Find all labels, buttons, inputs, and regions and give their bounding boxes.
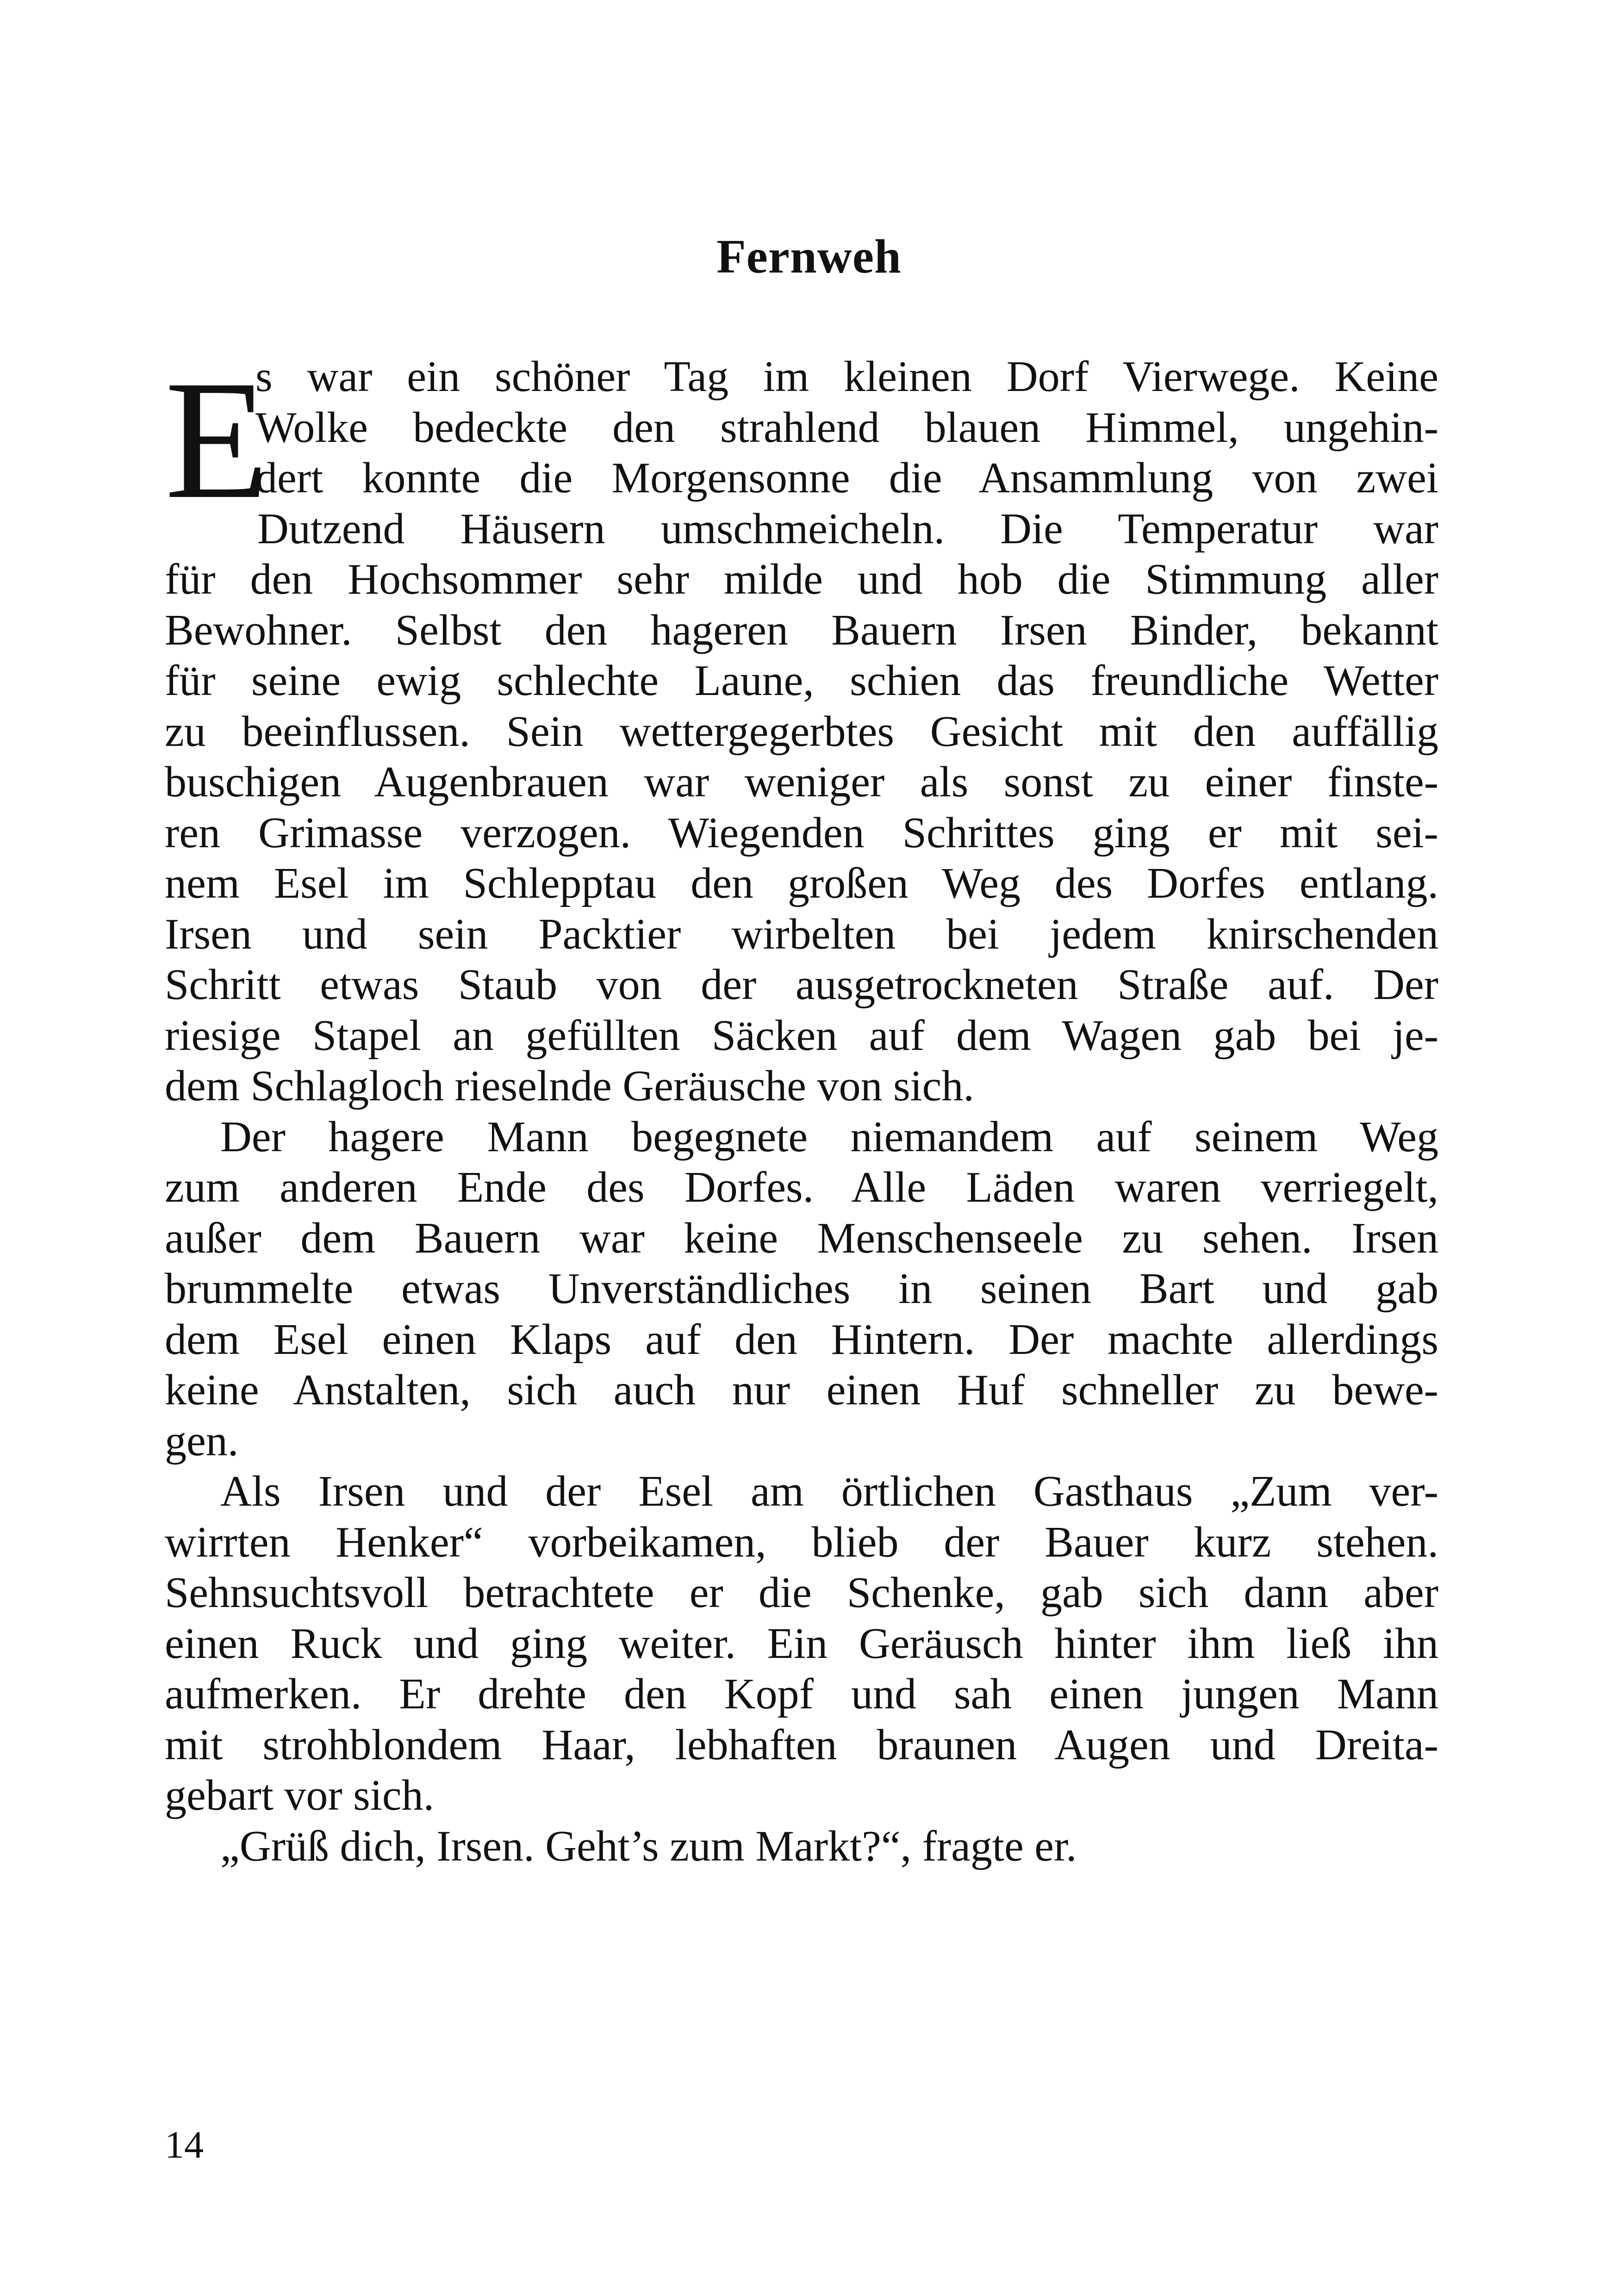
text-line: Als Irsen und der Esel am örtlichen Gasthaus „Zum ver-: [220, 1467, 1438, 1515]
text-line: für den Hochsommer sehr milde und hob die Stimmung aller: [165, 555, 1438, 603]
text-line: Schritt etwas Staub von der ausgetrockneten Straße auf. Der: [165, 961, 1438, 1009]
text-line: aufmerken. Er drehte den Kopf und sah einen jungen Mann: [165, 1670, 1438, 1718]
paragraph: [165, 345, 1438, 1112]
text-line: dem Esel einen Klaps auf den Hintern. Der machte allerdings: [165, 1315, 1438, 1364]
drop-cap-initial: E: [165, 345, 269, 534]
text-line: gen.: [165, 1416, 239, 1465]
text-line: außer dem Bauern war keine Menschenseele zu sehen. Irsen: [165, 1214, 1438, 1262]
text-line: Dutzend Häusern umschmeicheln. Die Temperatur war: [257, 504, 1438, 553]
paragraph: [165, 1112, 1438, 1467]
text-line: riesige Stapel an gefüllten Säcken auf dem Wagen gab bei je-: [165, 1011, 1438, 1060]
text-line: Sehnsuchtsvoll betrachtete er die Schenke, gab sich dann aber: [165, 1569, 1438, 1617]
text-line: Der hagere Mann begegnete niemandem auf seinem Weg: [220, 1112, 1438, 1161]
body-text: [165, 345, 1438, 1872]
text-line: wirrten Henker“ vorbeikamen, blieb der Bauer kurz stehen.: [165, 1518, 1438, 1566]
text-line: keine Anstalten, sich auch nur einen Huf schneller zu bewe-: [165, 1366, 1438, 1414]
paragraph: [165, 1821, 1438, 1872]
text-line: zu beeinflussen. Sein wettergegerbtes Gesicht mit den auffällig: [165, 707, 1438, 756]
text-line: Bewohner. Selbst den hageren Bauern Irsen Binder, bekannt: [165, 606, 1438, 654]
text-line: Irsen und sein Packtier wirbelten bei jedem knirschenden: [165, 910, 1438, 958]
text-line: einen Ruck und ging weiter. Ein Geräusch hinter ihm ließ ihn: [165, 1619, 1438, 1668]
text-line: dem Schlagloch rieselnde Geräusche von sich.: [165, 1062, 974, 1110]
page-number: 14: [165, 2123, 204, 2166]
text-line: „Grüß dich, Irsen. Geht’s zum Markt?“, fragte er.: [220, 1822, 1077, 1870]
chapter-title: Fernweh: [716, 230, 902, 283]
text-line: dert konnte die Morgensonne die Ansammlung von zwei: [255, 454, 1438, 502]
text-line: für seine ewig schlechte Laune, schien das freundliche Wetter: [165, 657, 1438, 705]
text-line: s war ein schöner Tag im kleinen Dorf Vierwege. Keine: [255, 353, 1438, 401]
text-line: ren Grimasse verzogen. Wiegenden Schrittes ging er mit sei-: [165, 808, 1438, 857]
text-line: brummelte etwas Unverständliches in seinen Bart und gab: [165, 1265, 1438, 1313]
text-line: buschigen Augenbrauen war weniger als sonst zu einer finste-: [165, 758, 1438, 806]
text-line: mit strohblondem Haar, lebhaften braunen Augen und Dreita-: [165, 1720, 1438, 1769]
text-line: gebart vor sich.: [165, 1771, 435, 1819]
text-line: zum anderen Ende des Dorfes. Alle Läden waren verriegelt,: [165, 1163, 1438, 1211]
text-line: nem Esel im Schlepptau den großen Weg des Dorfes entlang.: [165, 859, 1438, 907]
paragraph: [165, 1466, 1438, 1821]
text-line: Wolke bedeckte den strahlend blauen Himmel, ungehin-: [255, 403, 1438, 452]
